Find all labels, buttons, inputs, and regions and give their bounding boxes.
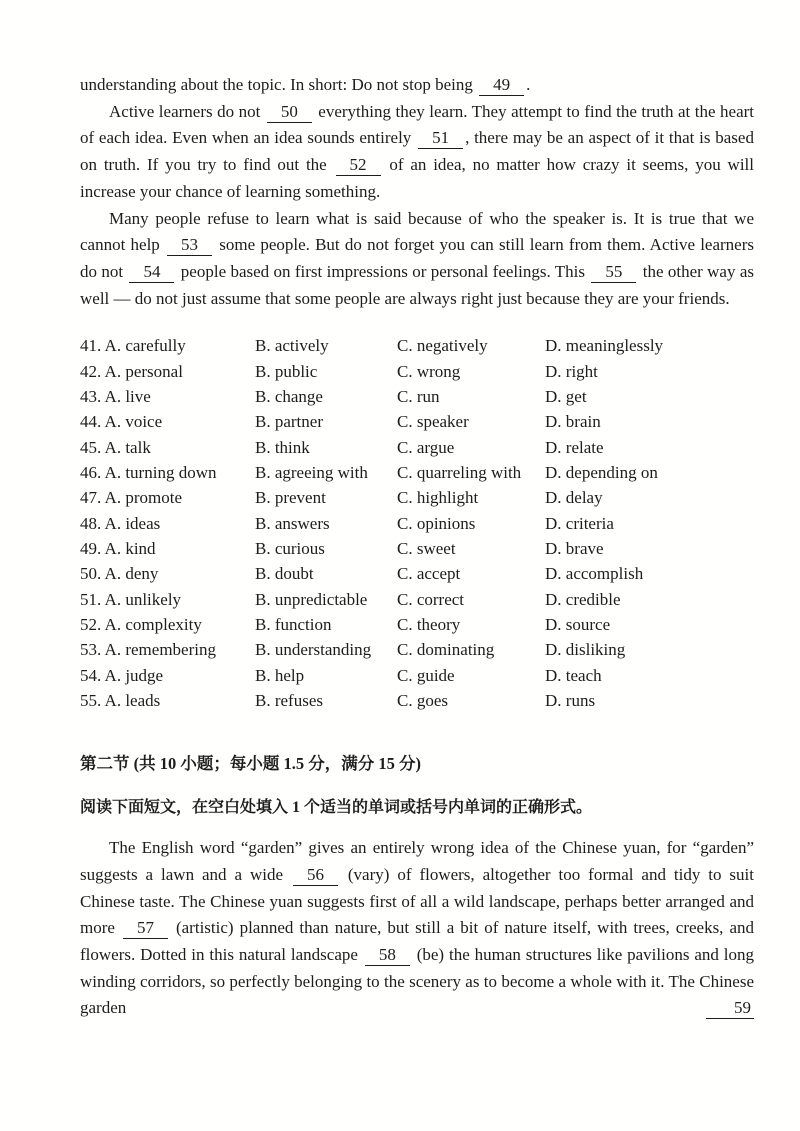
blank-50: 50 xyxy=(267,101,312,123)
option-cell: B. public xyxy=(255,361,318,381)
option-cell: 43. A. live xyxy=(80,386,151,406)
paragraph: Active learners do not 50 everything they learn. They attempt to find the truth at the heart of each idea. Even when an idea sounds entirely 51 , there may be an aspect of it that is based on truth. If you try to find out the 52 of an idea, no matter how crazy it seems, you will increase your chance of learning something. xyxy=(80,101,755,201)
option-cell: D. accomplish xyxy=(545,564,644,584)
option-cell: 41. A. carefully xyxy=(80,336,186,356)
option-cell: 50. A. deny xyxy=(80,564,159,584)
option-cell: 52. A. complexity xyxy=(80,614,202,634)
option-cell: 44. A. voice xyxy=(80,412,163,432)
option-cell: C. guide xyxy=(397,665,455,685)
option-cell: 46. A. turning down xyxy=(80,462,217,482)
option-cell: D. depending on xyxy=(545,462,658,482)
option-cell: D. brave xyxy=(545,538,604,558)
option-cell: B. doubt xyxy=(255,564,314,584)
blank-54: 54 xyxy=(129,261,174,283)
option-cell: B. change xyxy=(255,386,323,406)
option-cell: C. correct xyxy=(397,589,465,609)
blank-57: 57 xyxy=(123,917,168,939)
option-row xyxy=(80,460,754,485)
option-row xyxy=(80,612,754,637)
section2-instruction: 阅读下面短文，在空白处填入 1 个适当的单词或括号内单词的正确形式。 xyxy=(80,799,593,817)
option-row xyxy=(80,435,754,460)
option-row xyxy=(80,663,754,688)
option-cell: B. refuses xyxy=(255,690,323,710)
option-row xyxy=(80,359,754,384)
option-row xyxy=(80,587,754,612)
option-cell: C. speaker xyxy=(397,412,469,432)
option-cell: B. function xyxy=(255,614,332,634)
option-row xyxy=(80,637,754,662)
blank-52: 52 xyxy=(336,154,381,176)
blank-58: 58 xyxy=(365,944,410,966)
option-cell: D. teach xyxy=(545,665,602,685)
option-cell: C. sweet xyxy=(397,538,456,558)
section2 xyxy=(80,753,754,819)
option-cell: 55. A. leads xyxy=(80,690,161,710)
section2-heading: 第二节 (共 10 小题；每小题 1.5 分，满分 15 分) xyxy=(80,754,421,774)
option-cell: B. think xyxy=(255,437,310,457)
options-table xyxy=(80,333,754,713)
option-cell: B. prevent xyxy=(255,488,326,508)
option-cell: C. wrong xyxy=(397,361,461,381)
option-cell: 54. A. judge xyxy=(80,665,164,685)
option-cell: C. theory xyxy=(397,614,461,634)
option-row xyxy=(80,409,754,434)
option-cell: B. answers xyxy=(255,513,330,533)
option-cell: D. source xyxy=(545,614,611,634)
option-row xyxy=(80,333,754,358)
option-cell: D. meaninglessly xyxy=(545,336,664,356)
option-cell: B. help xyxy=(255,665,305,685)
option-cell: C. highlight xyxy=(397,488,479,508)
gapfill-passage xyxy=(80,835,754,1022)
blank-55: 55 xyxy=(591,261,636,283)
blank-49: 49 xyxy=(479,74,524,96)
option-row xyxy=(80,561,754,586)
option-cell: D. right xyxy=(545,361,598,381)
option-cell: B. unpredictable xyxy=(255,589,368,609)
option-cell: C. dominating xyxy=(397,640,495,660)
option-cell: C. negatively xyxy=(397,336,488,356)
blank-51: 51 xyxy=(418,127,463,149)
blank-53: 53 xyxy=(167,234,212,256)
option-cell: 53. A. remembering xyxy=(80,640,216,660)
option-cell: 51. A. unlikely xyxy=(80,589,182,609)
option-cell: 49. A. kind xyxy=(80,538,156,558)
option-row xyxy=(80,485,754,510)
option-cell: 48. A. ideas xyxy=(80,513,161,533)
option-cell: D. disliking xyxy=(545,640,626,660)
option-cell: D. get xyxy=(545,386,587,406)
option-cell: C. run xyxy=(397,386,440,406)
option-row xyxy=(80,688,754,713)
option-cell: B. curious xyxy=(255,538,325,558)
option-cell: C. quarreling with xyxy=(397,462,522,482)
option-cell: 42. A. personal xyxy=(80,361,183,381)
cloze-passage xyxy=(80,72,754,312)
option-row xyxy=(80,536,754,561)
option-cell: D. delay xyxy=(545,488,603,508)
blank-59: 59 xyxy=(706,997,754,1019)
option-cell: C. argue xyxy=(397,437,455,457)
option-cell: 45. A. talk xyxy=(80,437,151,457)
option-cell: B. agreeing with xyxy=(255,462,368,482)
option-row xyxy=(80,384,754,409)
option-row xyxy=(80,511,754,536)
paragraph: The English word “garden” gives an entirely wrong idea of the Chinese yuan, for “garden” suggests a lawn and a wide 56 (vary) of flowers, altogether too formal and tidy to suit Chinese taste. The Chinese yuan suggests first of all a wild landscape, perhaps better arranged and more 57 (artistic) planned than nature, but still a bit of nature itself, with trees, creeks, and flowers. Dotted in this natural landscape 58 (be) the human structures like pavilions and long winding corridors, so perfectly belonging to the scenery as to become a whole with it. The Chinese garden 59 xyxy=(80,838,754,1018)
option-cell: B. actively xyxy=(255,336,329,356)
option-cell: C. accept xyxy=(397,564,461,584)
option-cell: B. understanding xyxy=(255,640,372,660)
option-cell: C. goes xyxy=(397,690,448,710)
blank-56: 56 xyxy=(293,864,338,886)
option-cell: C. opinions xyxy=(397,513,476,533)
option-cell: D. runs xyxy=(545,690,596,710)
option-cell: B. partner xyxy=(255,412,323,432)
paragraph: understanding about the topic. In short: Do not stop being 49 . xyxy=(80,75,531,94)
option-cell: D. criteria xyxy=(545,513,614,533)
option-cell: D. brain xyxy=(545,412,601,432)
option-cell: 47. A. promote xyxy=(80,488,182,508)
paragraph: Many people refuse to learn what is said because of who the speaker is. It is true that we cannot help 53 some people. But do not forget you can still learn from them. Active learners do not 54 people based on first impressions or personal feelings. This 55 the other way as well — do not just assume that some people are always right just because they are your friends. xyxy=(80,208,754,308)
option-cell: D. credible xyxy=(545,589,621,609)
option-cell: D. relate xyxy=(545,437,604,457)
